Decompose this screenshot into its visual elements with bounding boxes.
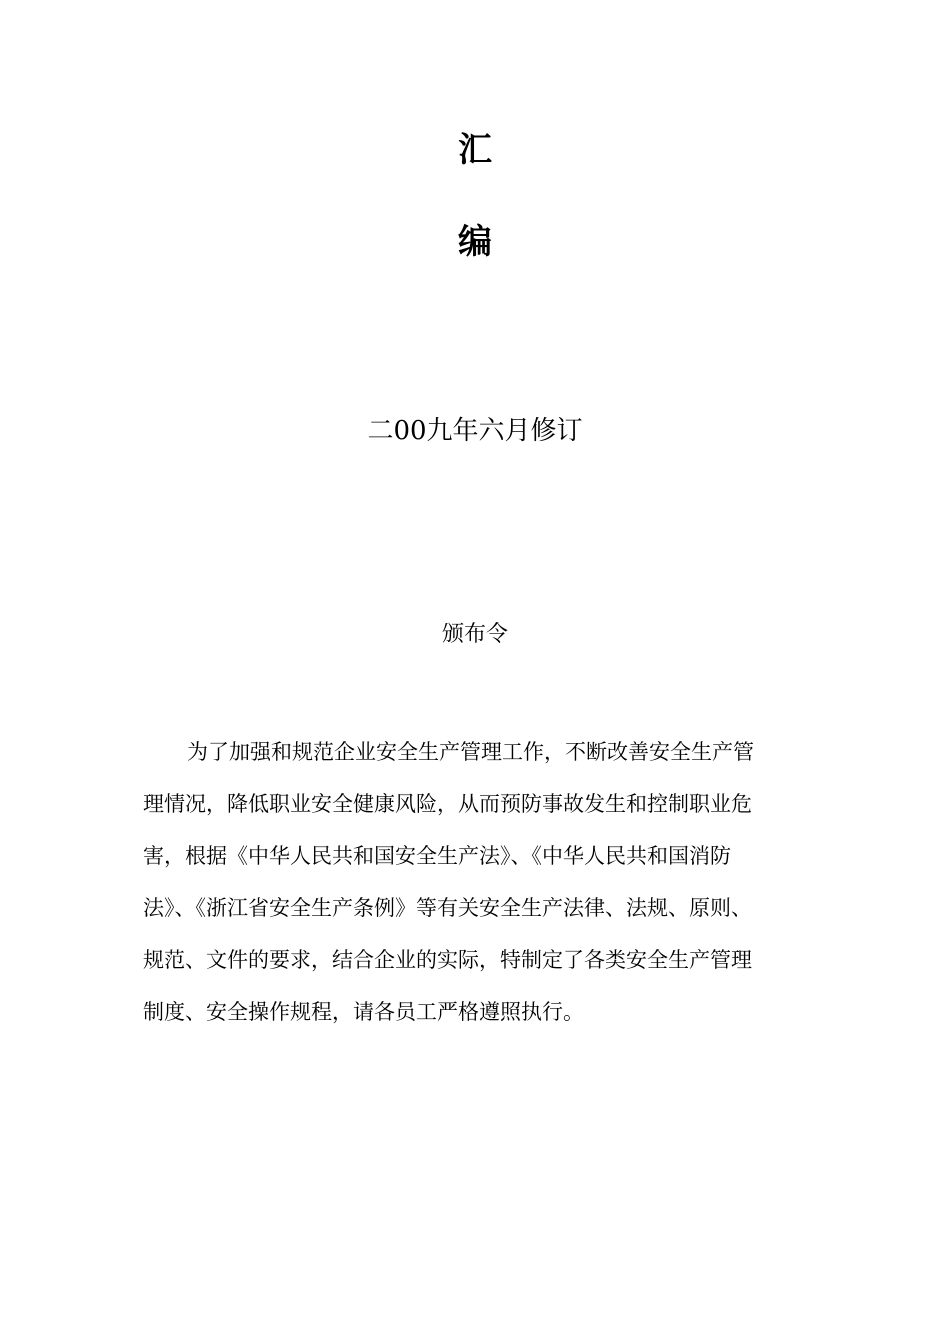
section-heading: 颁布令	[441, 622, 508, 647]
revision-date: 二00九年六月修订	[367, 416, 583, 446]
body-paragraph	[143, 733, 823, 1045]
body-line: 规范、文件的要求，结合企业的实际，特制定了各类安全生产管理	[143, 948, 752, 972]
body-line: 为了加强和规范企业安全生产管理工作，不断改善安全生产管	[187, 740, 754, 764]
body-line: 害，根据《中华人民共和国安全生产法》、《中华人民共和国消防	[143, 844, 731, 868]
body-line: 理情况，降低职业安全健康风险，从而预防事故发生和控制职业危	[143, 792, 752, 816]
document-title-char: 编	[458, 222, 492, 262]
document-title-char: 汇	[458, 130, 492, 170]
body-line: 制度、安全操作规程，请各员工严格遵照执行。	[143, 1000, 584, 1024]
body-line: 法》、《浙江省安全生产条例》等有关安全生产法律、法规、原则、	[143, 896, 752, 920]
